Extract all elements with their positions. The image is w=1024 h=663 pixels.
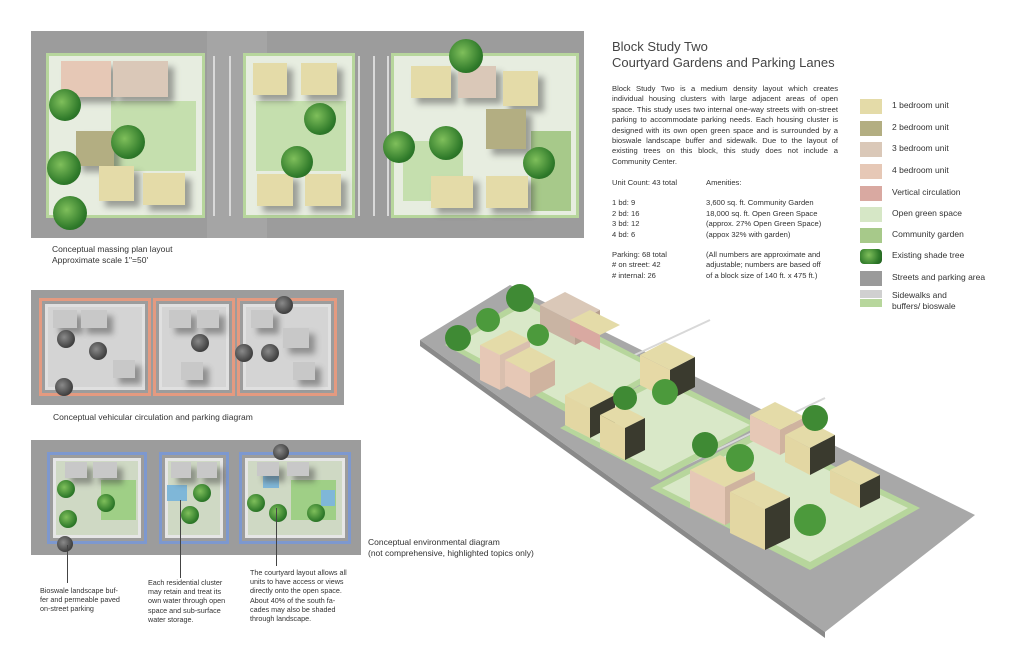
- shade-tree: [652, 379, 678, 405]
- shade-tree: [89, 342, 107, 360]
- massing-caption-line1: Conceptual massing plan layout: [52, 244, 173, 254]
- building-1bd: [486, 176, 528, 208]
- footnote-line: (All numbers are approximate and: [706, 250, 821, 260]
- shade-tree: [97, 494, 115, 512]
- massing-plan-panel: [31, 31, 584, 238]
- building: [197, 310, 219, 328]
- building: [197, 462, 217, 478]
- note-line: Each residential cluster: [148, 578, 223, 587]
- leader-line: [67, 545, 68, 583]
- description: Block Study Two is a medium density layout which creates individual housing clusters with large adjacent areas of open space. This study uses two internal one-way streets with on-street parking to accommodate parking needs. Each housing cluster is designed with its own open green space and is surrounded by a bioswale landscape buffer and sidewalk. Due to the layout of existing trees on this block, this study does not include a Community Center.: [612, 84, 838, 166]
- vehicular-caption: Conceptual vehicular circulation and parking diagram: [53, 412, 253, 422]
- amenity-line: 18,000 sq. ft. Open Green Space: [706, 208, 818, 218]
- building-1bd: [301, 63, 337, 95]
- note-line: Bioswale landscape buf-: [40, 586, 118, 595]
- shade-tree: [726, 444, 754, 472]
- shade-tree: [307, 504, 325, 522]
- parking-stripe: [229, 56, 231, 216]
- shade-tree: [47, 151, 81, 185]
- note-line: The courtyard layout allows all: [250, 568, 347, 577]
- swatch-open-green-space: [860, 207, 882, 222]
- parking-street: # on street: 42: [612, 260, 661, 270]
- building-1bd: [253, 63, 287, 95]
- massing-caption: [52, 244, 173, 266]
- shade-tree: [527, 324, 549, 346]
- parking-total: Parking: 68 total: [612, 250, 667, 260]
- note-line: own water through open: [148, 596, 226, 606]
- note-line: fer and permeable paved: [40, 595, 120, 605]
- shade-tree: [304, 103, 336, 135]
- swatch-4bd: [860, 164, 882, 179]
- shade-tree: [247, 494, 265, 512]
- footnote-line: of a block size of 140 ft. x 475 ft.): [706, 270, 818, 280]
- note-line: space and sub-surface: [148, 605, 221, 615]
- shade-tree: [613, 386, 637, 410]
- legend-label: Vertical circulation: [892, 187, 961, 197]
- swatch-community-garden: [860, 228, 882, 243]
- legend-label-line: Sidewalks and: [892, 290, 947, 300]
- tree-icon: [860, 249, 882, 264]
- amenity-line: 3,600 sq. ft. Community Garden: [706, 198, 814, 208]
- shade-tree: [57, 330, 75, 348]
- shade-tree: [523, 147, 555, 179]
- legend-label: Existing shade tree: [892, 250, 965, 260]
- shade-tree: [449, 39, 483, 73]
- page-subtitle: Courtyard Gardens and Parking Lanes: [612, 55, 835, 70]
- amenities: [706, 178, 841, 281]
- environmental-caption-line2: (not comprehensive, highlighted topics only): [368, 548, 534, 558]
- unit-count: Unit Count: 43 total: [612, 178, 678, 187]
- shade-tree: [111, 125, 145, 159]
- amenities-header: Amenities:: [706, 178, 742, 187]
- shade-tree: [692, 432, 718, 458]
- building-1bd: [411, 66, 451, 98]
- shade-tree: [269, 504, 287, 522]
- page-title: Block Study Two: [612, 39, 708, 54]
- building: [171, 462, 191, 478]
- note-line: cades may also be shaded: [250, 604, 336, 614]
- unit-2bd: 2 bd: 16: [612, 208, 640, 218]
- amenity-line: (approx. 27% Open Green Space): [706, 219, 822, 229]
- title-block: [612, 39, 835, 71]
- shade-tree: [49, 89, 81, 121]
- note-courtyard: [250, 568, 370, 623]
- building-3bd: [113, 61, 168, 97]
- unit-4bd: 4 bd: 6: [612, 229, 636, 239]
- shade-tree: [57, 536, 73, 552]
- amenity-line: (appox 32% with garden): [706, 229, 791, 239]
- building: [65, 462, 87, 478]
- building: [113, 360, 135, 378]
- building: [251, 310, 273, 328]
- shade-tree: [191, 334, 209, 352]
- legend-label: Streets and parking area: [892, 272, 986, 282]
- parking-stripe: [213, 56, 215, 216]
- note-cluster: [148, 578, 248, 624]
- parking-internal: # internal: 26: [612, 270, 656, 280]
- leader-line: [180, 500, 181, 578]
- building: [293, 362, 315, 380]
- shade-tree: [275, 296, 293, 314]
- parking-stripe: [373, 56, 375, 216]
- legend-label-line: buffers/ bioswale: [892, 301, 956, 311]
- building-1bd: [257, 174, 293, 206]
- note-line: About 40% of the south fa-: [250, 595, 336, 605]
- note-bioswale: [40, 586, 140, 614]
- swatch-2bd: [860, 121, 882, 136]
- shade-tree: [235, 344, 253, 362]
- building-1bd: [503, 71, 538, 106]
- note-line: units to have access or views: [250, 577, 344, 587]
- building-2bd: [76, 131, 114, 166]
- building: [81, 310, 107, 328]
- legend-label: Community garden: [892, 229, 964, 239]
- shade-tree: [794, 504, 826, 536]
- unit-1bd: 1 bd: 9: [612, 198, 636, 208]
- leader-line: [276, 508, 277, 566]
- building-1bd: [431, 176, 473, 208]
- shade-tree: [273, 444, 289, 460]
- building-1bd: [143, 173, 185, 205]
- unit-stats: [612, 178, 702, 281]
- water-storage: [263, 476, 279, 488]
- massing-caption-line2: Approximate scale 1"=50': [52, 255, 149, 265]
- note-line: through landscape.: [250, 614, 312, 624]
- parking-stripe: [358, 56, 360, 216]
- building: [287, 462, 309, 476]
- swatch-vertical-circulation: [860, 186, 882, 201]
- shade-tree: [506, 284, 534, 312]
- legend-label: Open green space: [892, 208, 962, 218]
- shade-tree: [193, 484, 211, 502]
- shade-tree: [383, 131, 415, 163]
- shade-tree: [429, 126, 463, 160]
- building: [181, 362, 203, 380]
- note-line: may retain and treat its: [148, 587, 222, 597]
- building: [53, 310, 77, 328]
- shade-tree: [445, 325, 471, 351]
- legend-label: 4 bedroom unit: [892, 165, 949, 175]
- building-2bd: [486, 109, 526, 149]
- legend-label: 3 bedroom unit: [892, 143, 949, 153]
- swatch-1bd: [860, 99, 882, 114]
- legend-label: 1 bedroom unit: [892, 100, 949, 110]
- axonometric-view: [420, 280, 975, 640]
- note-line: on-street parking: [40, 604, 94, 614]
- vehicular-panel: [31, 290, 344, 405]
- shade-tree: [281, 146, 313, 178]
- building: [283, 328, 309, 348]
- note-line: water storage.: [148, 614, 194, 624]
- environmental-panel: [31, 440, 361, 555]
- building-1bd: [305, 174, 341, 206]
- unit-3bd: 3 bd: 12: [612, 219, 640, 229]
- shade-tree: [53, 196, 87, 230]
- legend-label: 2 bedroom unit: [892, 122, 949, 132]
- water-storage: [321, 490, 335, 506]
- water-storage: [167, 485, 187, 501]
- shade-tree: [57, 480, 75, 498]
- environmental-caption-line1: Conceptual environmental diagram: [368, 537, 500, 547]
- building-1bd: [99, 166, 134, 201]
- shade-tree: [55, 378, 73, 396]
- footnote-line: adjustable; numbers are based off: [706, 260, 821, 270]
- swatch-3bd: [860, 142, 882, 157]
- shade-tree: [181, 506, 199, 524]
- building: [93, 462, 117, 478]
- shade-tree: [59, 510, 77, 528]
- building: [257, 462, 279, 476]
- shade-tree: [261, 344, 279, 362]
- shade-tree: [476, 308, 500, 332]
- shade-tree: [802, 405, 828, 431]
- building: [169, 310, 191, 328]
- note-line: directly onto the open space.: [250, 586, 342, 596]
